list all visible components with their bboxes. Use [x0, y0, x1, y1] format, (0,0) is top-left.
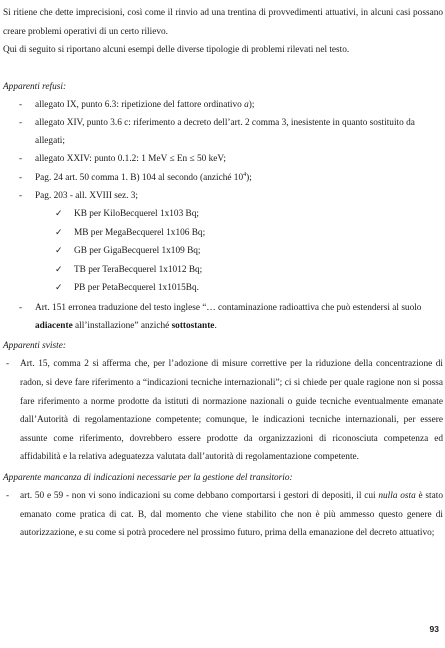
list-item: [3, 487, 443, 543]
unit-sublist: [35, 205, 443, 298]
intro-text: Si ritiene che dette imprecisioni, così come il rinvio ad una trentina di provvedimenti attuativi, in alcuni casi possano creare problemi operativi di un certo rilievo.: [3, 8, 443, 37]
item-text: Pag. 24 art. 50 comma 1. B) 104 al secondo (anziché 10: [35, 172, 244, 183]
sublist-text: MB per MegaBecquerel 1x106 Bq;: [74, 227, 206, 238]
list-item: [3, 114, 443, 150]
section-heading-refusi: Apparenti refusi:: [3, 81, 67, 92]
item-text-mid: all’installazione” anziché: [72, 321, 172, 332]
sublist-item: [35, 261, 443, 280]
item-text: Pag. 203 - all. XVIII sez. 3;: [35, 190, 139, 201]
item-text-end: );: [246, 172, 252, 183]
sublist-item: [35, 224, 443, 243]
section-heading-transitorio: Apparente mancanza di indicazioni necessarie per la gestione del transitorio:: [3, 472, 293, 483]
refusi-list: [3, 96, 443, 336]
item-bold-2: sottostante: [171, 321, 215, 332]
section-heading-sviste: Apparenti sviste:: [3, 341, 66, 352]
sublist-item: [35, 279, 443, 298]
list-item: [3, 299, 443, 335]
page-number: 93: [429, 624, 439, 634]
dash-bullet-icon: -: [6, 490, 10, 501]
dash-bullet-icon: -: [19, 172, 23, 183]
sublist-text: TB per TeraBecquerel 1x1012 Bq;: [74, 264, 203, 275]
list-item: [3, 150, 443, 168]
check-icon: ✓: [55, 209, 63, 219]
item-italic: a: [244, 99, 249, 110]
dash-bullet-icon: -: [19, 302, 23, 313]
sublist-text: GB per GigaBecquerel 1x109 Bq;: [74, 246, 201, 257]
item-bold: adiacente: [35, 321, 73, 332]
sublist-item: [35, 205, 443, 224]
item-text: allegato XXIV: punto 0.1.2: 1 MeV ≤ En ≤ 50 keV;: [35, 154, 226, 165]
dash-bullet-icon: -: [19, 99, 23, 110]
sublist-text: PB per PetaBecquerel 1x1015Bq.: [74, 283, 199, 294]
item-text: allegato IX, punto 6.3: ripetizione del fattore ordinativo: [35, 99, 245, 110]
sublist-text: KB per KiloBecquerel 1x103 Bq;: [74, 209, 199, 219]
list-item: [3, 96, 443, 114]
list-item: [3, 169, 443, 187]
dash-bullet-icon: -: [19, 154, 23, 165]
item-text-end: è stato emanato come pratica di cat. B, dal momento che viene stabilito che non è più ammesso questo genere di autorizzazione, e su come si potrà procedere nel prossimo futuro, prima della emanazione del decreto attuativo;: [20, 490, 443, 539]
item-text: Art. 151 erronea traduzione del testo inglese “… contaminazione radioattiva che può estendersi al suolo: [35, 302, 422, 313]
item-text: art. 50 e 59 - non vi sono indicazioni su come debbano comportarsi i gestori di depositi, il cui: [20, 490, 379, 501]
dash-bullet-icon: -: [19, 117, 23, 128]
check-icon: ✓: [55, 246, 63, 257]
intro-text-2: Qui di seguito si riportano alcuni esempi delle diverse tipologie di problemi rilevati nel testo.: [3, 45, 350, 56]
dash-bullet-icon: -: [6, 359, 10, 370]
check-icon: ✓: [55, 264, 63, 275]
item-italic: nulla osta: [378, 490, 416, 501]
list-item: [3, 187, 443, 298]
check-icon: ✓: [55, 227, 63, 238]
dash-bullet-icon: -: [19, 190, 23, 201]
item-text-end: );: [248, 99, 255, 110]
item-text-end: .: [214, 321, 217, 332]
sublist-item: [35, 242, 443, 261]
item-superscript: 4: [243, 171, 247, 178]
list-item: [3, 355, 443, 467]
intro-paragraph: [3, 4, 443, 60]
item-text: Art. 15, comma 2 si afferma che, per l’adozione di misure correttive per la riduzione della concentrazione di radon, si deve fare riferimento a “indicazioni tecniche internazionali”; ci si chiede per quale ragione non si possa fare riferimento a norme prodotte da istituti di normazione nazionali o guide tecniche eventualmente emanate dall’Autorità di regolamentazione competente; comunque, le indicazioni tecniche internazionali, per essere assunte come riferimento, dovrebbero essere prodotte da organizzazioni di riconosciuta competenza ed affidabilità e la relativa adeguatezza valutata dall’autorità di regolamentazione competente.: [20, 359, 443, 463]
check-icon: ✓: [55, 283, 63, 294]
item-text: allegato XIV, punto 3.6 c: riferimento a decreto dell’art. 2 comma 3, inesistente in quanto sostituito da allegati;: [35, 117, 415, 147]
sviste-list: [3, 355, 443, 467]
transitorio-list: [3, 487, 443, 543]
